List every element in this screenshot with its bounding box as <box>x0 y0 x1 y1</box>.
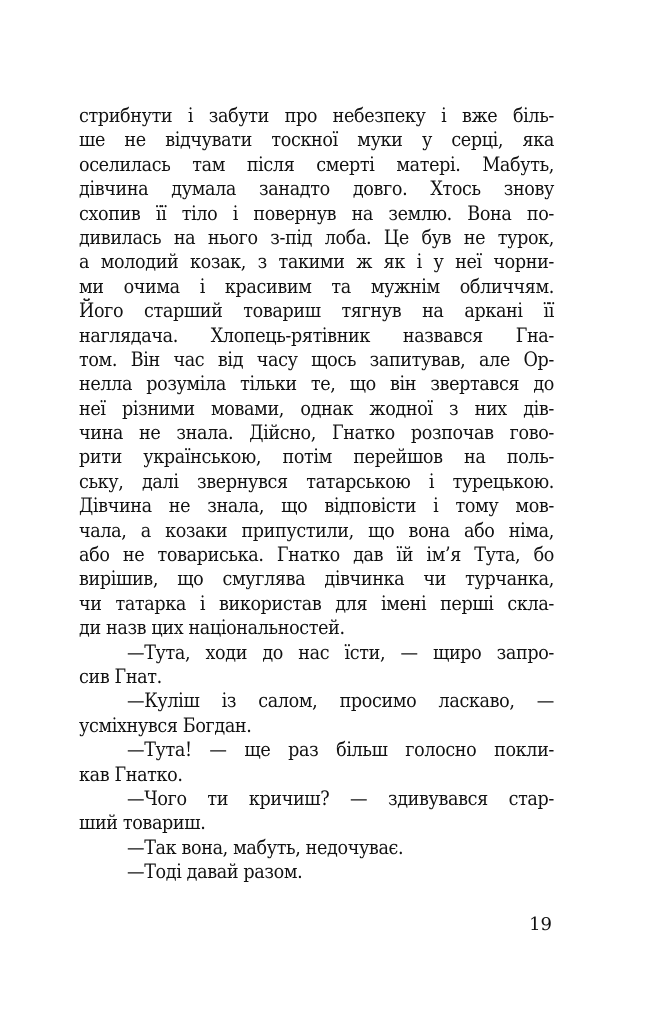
dialogue-line: —Куліш із салом, просимо ласкаво, — <box>127 689 554 713</box>
text-line: стрибнути і забути про небезпеку і вже біль- <box>79 104 554 127</box>
text-line: чала, а козаки припустили, що вона або німа, <box>79 518 554 542</box>
text-line: ми очима і красивим та мужнім обличчям. <box>79 274 554 298</box>
dialogue-line: —Так вона, мабуть, недочуває. <box>127 835 404 859</box>
text-line: кав Гнатко. <box>79 762 183 786</box>
text-line: чи татарка і використав для імені перші скла- <box>79 591 554 615</box>
dialogue-line: —Тута! — ще раз більш голосно покли- <box>127 738 554 762</box>
text-line: нелла розуміла тільки те, що він звертався до <box>79 372 554 396</box>
page-body-text <box>79 104 554 885</box>
text-line: усміхнувся Богдан. <box>79 713 252 737</box>
text-line: ше не відчувати тоскної муки у серці, яка <box>79 128 554 152</box>
dialogue-line: —Тута, ходи до нас їсти, — щиро запро- <box>127 640 554 664</box>
text-line: вирішив, що смуглява дівчинка чи турчанка, <box>79 567 554 591</box>
dialogue-line: —Чого ти кричиш? — здивувався стар- <box>127 786 554 810</box>
text-line: неї різними мовами, однак жодної з них дів- <box>79 396 554 420</box>
text-line: ший товариш. <box>79 811 206 835</box>
text-line: наглядача. Хлопець-рятівник назвався Гна- <box>79 323 554 347</box>
text-line: ди назв цих національностей. <box>79 616 345 640</box>
text-line: дивилась на нього з-під лоба. Це був не турок, <box>79 225 554 249</box>
text-line: том. Він час від часу щось запитував, але Ор- <box>79 347 554 371</box>
page-number: 19 <box>529 914 552 935</box>
text-line: сив Гнат. <box>79 664 162 688</box>
text-line: рити українською, потім перейшов на поль- <box>79 445 554 469</box>
text-line: дівчина думала занадто довго. Хтось знову <box>79 177 554 201</box>
text-line: оселилась там після смерті матері. Мабуть, <box>79 152 554 176</box>
dialogue-line: —Тоді давай разом. <box>127 860 303 884</box>
text-line: Його старший товариш тягнув на аркані її <box>79 299 554 323</box>
text-line: Дівчина не знала, що відповісти і тому мов- <box>79 494 554 518</box>
text-line: чина не знала. Дійсно, Гнатко розпочав гово- <box>79 421 554 445</box>
text-line: а молодий козак, з такими ж як і у неї чорни- <box>79 250 554 274</box>
text-line: або не товариська. Гнатко дав їй ім’я Тута, бо <box>79 543 554 567</box>
text-line: схопив її тіло і повернув на землю. Вона по- <box>79 201 554 225</box>
text-line: ську, далі звернувся татарською і турецькою. <box>79 469 554 493</box>
